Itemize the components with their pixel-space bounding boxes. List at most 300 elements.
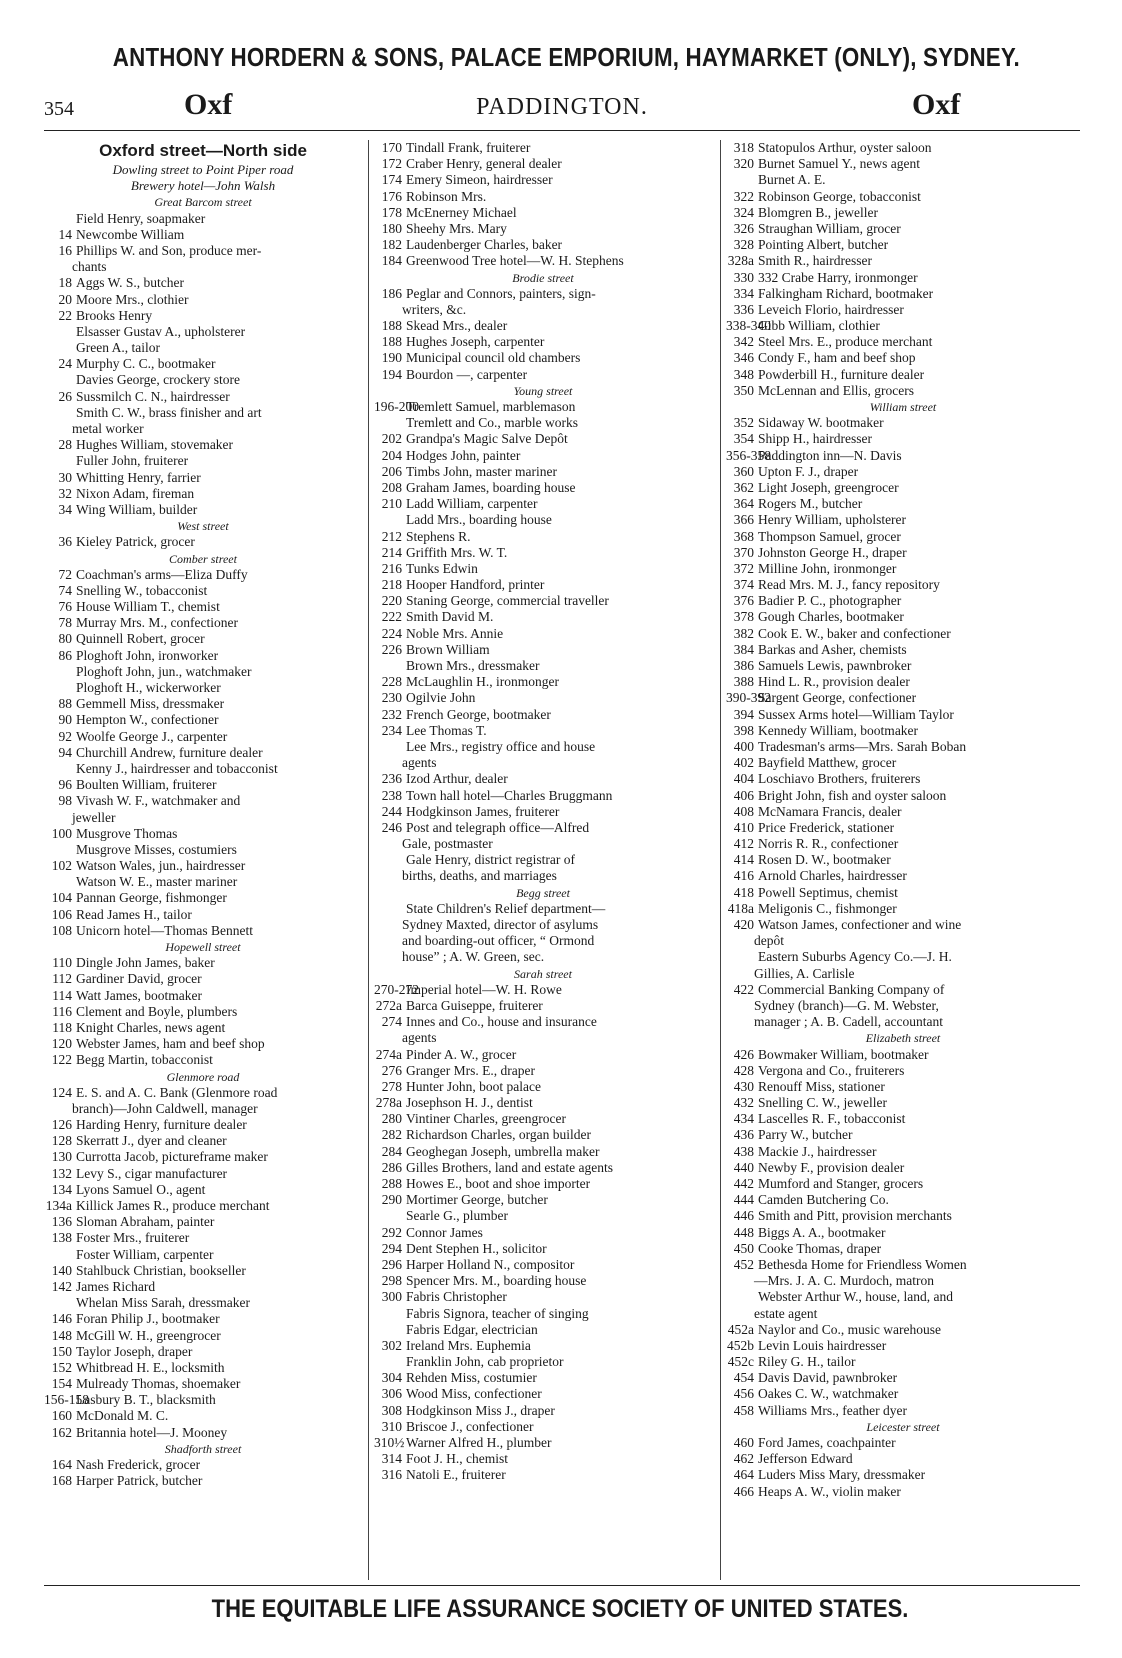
street-number: 428 [733, 1062, 754, 1078]
street-number: 334 [733, 285, 754, 301]
directory-entry [374, 739, 712, 755]
directory-entry [44, 583, 362, 599]
street-number: 140 [51, 1262, 72, 1278]
directory-entry [44, 1052, 362, 1068]
occupant-name: Sheehy Mrs. Mary [406, 220, 507, 236]
entry-continuation: branch)—John Caldwell, manager [72, 1100, 258, 1116]
occupant-name: Izod Arthur, dealer [406, 771, 508, 787]
occupant-name: James Richard [76, 1278, 156, 1294]
directory-entry [374, 189, 712, 205]
directory-entry [44, 615, 362, 631]
directory-entry [44, 243, 362, 259]
street-number: 368 [733, 528, 754, 544]
occupant-name: Churchill Andrew, furniture dealer [76, 744, 263, 760]
occupant-name: Brown Mrs., dressmaker [406, 658, 540, 673]
directory-entry [44, 1230, 362, 1246]
street-heading: Young street [513, 383, 573, 398]
occupant-name: Sargent George, confectioner [758, 690, 917, 706]
occupant-name: Bethesda Home for Friendless Women [758, 1256, 967, 1272]
occupant-name: Biggs A. A., bootmaker [758, 1224, 886, 1240]
directory-entry [374, 496, 712, 512]
directory-entry [44, 1247, 362, 1263]
occupant-name: Newby F., provision dealer [758, 1159, 905, 1175]
street-number: 90 [58, 712, 72, 728]
occupant-name: Falkingham Richard, bootmaker [758, 285, 934, 301]
street-number: 234 [381, 722, 402, 738]
street-number: 172 [381, 156, 402, 172]
directory-entry [374, 1338, 712, 1354]
street-number: 112 [52, 971, 72, 987]
occupant-name: Lascelles R. F., tobacconist [758, 1111, 906, 1127]
directory-entry [44, 308, 362, 324]
occupant-name: Bayfield Matthew, grocer [758, 755, 897, 771]
directory-entry [374, 820, 712, 836]
occupant-name: Henry William, upholsterer [758, 512, 907, 528]
occupant-name: Naylor and Co., music warehouse [758, 1321, 941, 1337]
directory-entry [726, 1354, 1080, 1370]
street-heading: West street [177, 519, 229, 534]
directory-entry [374, 658, 712, 674]
directory-entry [44, 599, 362, 615]
street-number: 278a [375, 1095, 402, 1111]
directory-entry [726, 917, 1080, 933]
street-number: 226 [381, 641, 402, 657]
occupant-name: Ford James, coachpainter [758, 1435, 896, 1450]
occupant-name: Williams Mrs., feather dyer [758, 1402, 908, 1418]
directory-entry [44, 405, 362, 421]
directory-entry [44, 1376, 362, 1392]
directory-entry [374, 998, 712, 1014]
directory-entry [44, 1182, 362, 1198]
street-number: 156-158 [44, 1392, 89, 1408]
occupant-name: Rogers M., butcher [758, 496, 863, 512]
occupant-name: Pointing Albert, butcher [758, 237, 889, 253]
directory-entry [44, 907, 362, 923]
directory-entry [374, 690, 712, 706]
directory-entry [44, 1392, 362, 1408]
occupant-name: Griffith Mrs. W. T. [406, 544, 508, 560]
street-number: 346 [733, 350, 754, 366]
street-number: 126 [51, 1117, 72, 1133]
occupant-name: Field Henry, soapmaker [76, 210, 206, 226]
entry-continuation: agents [402, 755, 437, 771]
directory-entry [726, 431, 1080, 447]
directory-entry [374, 286, 712, 302]
directory-entry [726, 1386, 1080, 1402]
directory-entry [374, 415, 712, 431]
directory-entry [44, 1117, 362, 1133]
street-number: 122 [51, 1052, 72, 1068]
street-number: 292 [381, 1224, 402, 1240]
directory-entry [726, 690, 1080, 706]
occupant-name: Murphy C. C., bootmaker [76, 356, 216, 372]
occupant-name: McLennan and Ellis, grocers [758, 382, 914, 398]
street-number: 186 [381, 285, 402, 301]
street-heading: Elizabeth street [865, 1031, 941, 1046]
directory-entry [374, 982, 712, 998]
occupant-name: 332 Crabe Harry, ironmonger [758, 269, 918, 285]
occupant-name: Brown William [406, 641, 490, 657]
occupant-name: Skerratt J., dyer and cleaner [76, 1133, 227, 1149]
directory-entry [374, 253, 712, 269]
occupant-name: Geoghegan Joseph, umbrella maker [406, 1143, 600, 1159]
occupant-name: Town hall hotel—Charles Bruggmann [406, 787, 613, 803]
occupant-name: Davies George, crockery store [76, 372, 240, 388]
occupant-name: Hind L. R., provision dealer [758, 674, 910, 690]
directory-entry [44, 1198, 362, 1214]
street-number: 388 [733, 674, 754, 690]
occupant-name: Sussmilch C. N., hairdresser [76, 388, 230, 404]
occupant-name: Snelling W., tobacconist [76, 582, 208, 598]
street-number: 138 [51, 1230, 72, 1246]
occupant-name: Harding Henry, furniture dealer [76, 1117, 247, 1133]
page-header [44, 88, 1080, 128]
directory-entry [374, 1192, 712, 1208]
occupant-name: Sussex Arms hotel—William Taylor [758, 706, 954, 722]
directory-entry [374, 140, 712, 156]
directory-entry [726, 1225, 1080, 1241]
street-number: 174 [381, 172, 402, 188]
street-number: 232 [381, 706, 402, 722]
directory-entry [726, 642, 1080, 658]
directory-entry [374, 1386, 712, 1402]
entry-continuation: jeweller [72, 809, 116, 825]
directory-entry [726, 480, 1080, 496]
directory-entry [726, 1176, 1080, 1192]
directory-entry [726, 626, 1080, 642]
directory-entry [726, 334, 1080, 350]
street-number: 110 [52, 955, 72, 971]
entry-continuation: and boarding-out officer, “ Ormond [402, 933, 595, 949]
occupant-name: McLaughlin H., ironmonger [406, 674, 559, 690]
directory-entry [726, 739, 1080, 755]
occupant-name: Skead Mrs., dealer [406, 318, 508, 334]
street-number: 452b [727, 1337, 754, 1353]
street-number: 342 [733, 334, 754, 350]
occupant-name: Oakes C. W., watchmaker [758, 1386, 899, 1402]
occupant-name: Fabris Signora, teacher of singing [406, 1305, 589, 1321]
section-subheading: Dowling street to Point Piper road [112, 162, 294, 177]
directory-entry [374, 1095, 712, 1111]
occupant-name: Nash Frederick, grocer [76, 1457, 201, 1472]
occupant-name: Condy F., ham and beef shop [758, 350, 916, 366]
occupant-name: Sloman Abraham, painter [76, 1214, 215, 1230]
street-number: 148 [51, 1327, 72, 1343]
advertisement-banner-bottom: THE EQUITABLE LIFE ASSURANCE SOCIETY OF UNITED STATES. [211, 1595, 909, 1623]
directory-entry [44, 1004, 362, 1020]
occupant-name: Leveich Florio, hairdresser [758, 301, 904, 317]
street-number: 282 [381, 1127, 402, 1143]
directory-entry [726, 367, 1080, 383]
street-heading: Brodie street [512, 270, 574, 285]
entry-continuation: metal worker [72, 421, 144, 436]
occupant-name: Steel Mrs. E., produce merchant [758, 334, 933, 350]
street-number: 404 [733, 771, 754, 787]
directory-entry [44, 761, 362, 777]
occupant-name: Straughan William, grocer [758, 220, 901, 236]
directory-entry [374, 464, 712, 480]
occupant-name: Granger Mrs. E., draper [406, 1062, 535, 1078]
occupant-name: McNamara Francis, dealer [758, 803, 902, 819]
occupant-name: Robinson George, tobacconist [758, 188, 921, 204]
occupant-name: Timbs John, master mariner [406, 463, 557, 479]
directory-entry [726, 1063, 1080, 1079]
directory-entry [726, 609, 1080, 625]
street-number: 378 [733, 609, 754, 625]
directory-entry [374, 448, 712, 464]
street-number: 212 [381, 528, 402, 544]
occupant-name: Webster Arthur W., house, land, and [758, 1289, 954, 1305]
street-number: 170 [381, 140, 402, 155]
street-number: 286 [381, 1159, 402, 1175]
street-number: 14 [58, 226, 72, 242]
directory-entry [374, 1289, 712, 1305]
occupant-name: Nixon Adam, fireman [76, 485, 195, 501]
street-number: 98 [58, 793, 72, 809]
directory-entry [726, 189, 1080, 205]
occupant-name: Briscoe J., confectioner [406, 1418, 534, 1434]
occupant-name: Tremlett Samuel, marblemason [406, 399, 576, 414]
street-number: 314 [381, 1451, 402, 1467]
street-number: 454 [733, 1370, 754, 1386]
street-number: 236 [381, 771, 402, 787]
occupant-name: Barca Guiseppe, fruiterer [406, 997, 543, 1013]
directory-entry [374, 1144, 712, 1160]
street-number: 276 [381, 1062, 402, 1078]
occupant-name: Tremlett and Co., marble works [406, 415, 578, 431]
occupant-name: Statopulos Arthur, oyster saloon [758, 140, 932, 155]
directory-entry [726, 771, 1080, 787]
directory-entry [726, 804, 1080, 820]
directory-entry [44, 1328, 362, 1344]
occupant-name: Pannan George, fishmonger [76, 890, 227, 906]
street-number: 190 [381, 350, 402, 366]
directory-entry [726, 1127, 1080, 1143]
street-number: 464 [733, 1467, 754, 1483]
directory-entry [726, 707, 1080, 723]
street-number: 452 [733, 1256, 754, 1272]
directory-entry [44, 1457, 362, 1473]
directory-entry [44, 729, 362, 745]
directory-entry [374, 1403, 712, 1419]
street-number: 322 [733, 188, 754, 204]
directory-entry [44, 292, 362, 308]
street-number: 182 [381, 237, 402, 253]
occupant-name: Milline John, ironmonger [758, 560, 897, 576]
street-number: 328 [733, 237, 754, 253]
directory-entry [44, 1344, 362, 1360]
street-number: 418a [727, 900, 754, 916]
street-number: 224 [381, 625, 402, 641]
entry-continuation: depôt [754, 933, 784, 949]
occupant-name: McGill W. H., greengrocer [76, 1327, 221, 1343]
directory-entry [44, 324, 362, 340]
street-number: 316 [381, 1467, 402, 1483]
directory-entry [44, 275, 362, 291]
occupant-name: Pinder A. W., grocer [406, 1046, 517, 1062]
directory-entry [726, 286, 1080, 302]
street-number: 354 [733, 431, 754, 447]
directory-entry [726, 1338, 1080, 1354]
occupant-name: Wing William, builder [76, 501, 198, 517]
street-number: 434 [733, 1111, 754, 1127]
directory-entry [44, 664, 362, 680]
occupant-name: Stephens R. [406, 528, 471, 544]
occupant-name: Harper Holland N., compositor [406, 1256, 575, 1272]
directory-entry [44, 842, 362, 858]
occupant-name: E. S. and A. C. Bank (Glenmore road [76, 1084, 278, 1100]
directory-entry [44, 356, 362, 372]
street-number: 118 [52, 1019, 72, 1035]
street-number: 310½ [374, 1435, 405, 1450]
occupant-name: Gemmell Miss, dressmaker [76, 696, 225, 712]
directory-entry [374, 431, 712, 447]
directory-entry [726, 1208, 1080, 1224]
entry-continuation: chants [72, 259, 107, 275]
street-number: 96 [58, 777, 72, 793]
directory-entry [44, 1473, 362, 1489]
occupant-name: Rehden Miss, costumier [406, 1370, 537, 1386]
occupant-name: Woolfe George J., carpenter [76, 728, 228, 744]
directory-entry [726, 172, 1080, 188]
directory-entry [726, 868, 1080, 884]
occupant-name: Gardiner David, grocer [76, 971, 202, 987]
occupant-name: Currotta Jacob, pictureframe maker [76, 1149, 268, 1165]
street-heading: Sarah street [514, 966, 572, 981]
footer-rule [44, 1585, 1080, 1586]
street-number: 298 [381, 1273, 402, 1289]
street-number: 446 [733, 1208, 754, 1224]
occupant-name: Brooks Henry [76, 307, 153, 323]
street-number: 274a [375, 1046, 402, 1062]
street-number: 230 [381, 690, 402, 706]
street-heading: Leicester street [866, 1419, 940, 1434]
occupant-name: Franklin John, cab proprietor [406, 1354, 564, 1370]
occupant-name: Richardson Charles, organ builder [406, 1127, 591, 1143]
directory-entry [374, 350, 712, 366]
occupant-name: Whitting Henry, farrier [76, 469, 201, 485]
street-number: 336 [733, 301, 754, 317]
street-number: 436 [733, 1127, 754, 1143]
street-number: 284 [381, 1143, 402, 1159]
directory-entry [44, 453, 362, 469]
directory-entry [726, 1467, 1080, 1483]
directory-entry [44, 923, 362, 939]
directory-entry [726, 577, 1080, 593]
street-heading: Begg street [516, 885, 570, 900]
directory-entry [374, 626, 712, 642]
directory-entry [726, 350, 1080, 366]
directory-entry [44, 1214, 362, 1230]
street-number: 130 [51, 1149, 72, 1165]
occupant-name: Burnet Samuel Y., news agent [758, 156, 920, 172]
street-number: 360 [733, 463, 754, 479]
directory-entry [44, 340, 362, 356]
street-number: 352 [733, 415, 754, 431]
occupant-name: Heaps A. W., violin maker [758, 1483, 901, 1499]
occupant-name: Stahlbuck Christian, bookseller [76, 1262, 246, 1278]
directory-entry [726, 723, 1080, 739]
occupant-name: Warner Alfred H., plumber [406, 1435, 552, 1450]
street-number: 214 [381, 544, 402, 560]
occupant-name: Powell Septimus, chemist [758, 884, 898, 900]
occupant-name: Norris R. R., confectioner [758, 836, 899, 852]
directory-entry [726, 1484, 1080, 1500]
street-number: 134 [51, 1181, 72, 1197]
occupant-name: Boulten William, fruiterer [76, 777, 217, 793]
directory-entry [726, 885, 1080, 901]
street-number: 418 [733, 884, 754, 900]
street-number: 228 [381, 674, 402, 690]
occupant-name: Levy S., cigar manufacturer [76, 1165, 228, 1181]
street-number: 80 [58, 631, 72, 647]
street-heading: William street [869, 400, 937, 414]
occupant-name: Whelan Miss Sarah, dressmaker [76, 1295, 250, 1311]
column-divider [368, 140, 369, 1580]
directory-entry [726, 237, 1080, 253]
directory-entry [726, 561, 1080, 577]
directory-entry [374, 205, 712, 221]
street-number: 324 [733, 204, 754, 220]
street-number: 164 [51, 1457, 72, 1472]
street-number: 22 [58, 307, 72, 323]
occupant-name: Imperial hotel—W. H. Rowe [406, 981, 562, 997]
directory-entry [726, 982, 1080, 998]
directory-entry [374, 399, 712, 415]
street-number: 30 [58, 469, 72, 485]
street-number: 152 [51, 1359, 72, 1375]
street-number: 106 [51, 906, 72, 922]
street-number: 414 [733, 852, 754, 868]
occupant-name: Cooke Thomas, draper [758, 1240, 882, 1256]
entry-continuation: Gale, postmaster [402, 836, 493, 852]
directory-entry [726, 1370, 1080, 1386]
street-number: 146 [51, 1311, 72, 1327]
occupant-name: French George, bootmaker [406, 706, 551, 722]
directory-entry [44, 227, 362, 243]
street-number: 246 [381, 819, 402, 835]
street-heading: Hopewell street [165, 940, 241, 954]
occupant-name: Loschiavo Brothers, fruiterers [758, 771, 921, 787]
occupant-name: Davis David, pawnbroker [758, 1370, 898, 1386]
street-number: 72 [58, 566, 72, 582]
occupant-name: Fabris Christopher [406, 1289, 507, 1305]
occupant-name: Jefferson Edward [758, 1451, 853, 1467]
occupant-name: Parry W., butcher [758, 1127, 853, 1143]
occupant-name: Price Frederick, stationer [758, 819, 895, 835]
street-number: 362 [733, 479, 754, 495]
advertisement-banner-top: ANTHONY HORDERN & SONS, PALACE EMPORIUM, HAYMARKET (ONLY), SYDNEY. [112, 42, 1020, 72]
directory-entry [726, 415, 1080, 431]
directory-entry [726, 1111, 1080, 1127]
directory-entry [726, 1241, 1080, 1257]
occupant-name: Kennedy William, bootmaker [758, 722, 919, 738]
occupant-name: Mulready Thomas, shoemaker [76, 1376, 241, 1392]
occupant-name: Webster James, ham and beef shop [76, 1036, 265, 1052]
street-number: 18 [58, 275, 72, 291]
street-number: 218 [381, 577, 402, 593]
street-number: 208 [381, 479, 402, 495]
occupant-name: Peglar and Connors, painters, sign- [406, 285, 596, 301]
directory-entry [726, 674, 1080, 690]
street-number: 92 [58, 728, 72, 744]
street-number: 422 [733, 981, 754, 997]
occupant-name: Murray Mrs. M., confectioner [76, 615, 238, 631]
occupant-name: Emery Simeon, hairdresser [406, 172, 553, 188]
directory-entry [44, 1166, 362, 1182]
directory-entry [374, 901, 712, 917]
entry-continuation: estate agent [754, 1305, 818, 1321]
